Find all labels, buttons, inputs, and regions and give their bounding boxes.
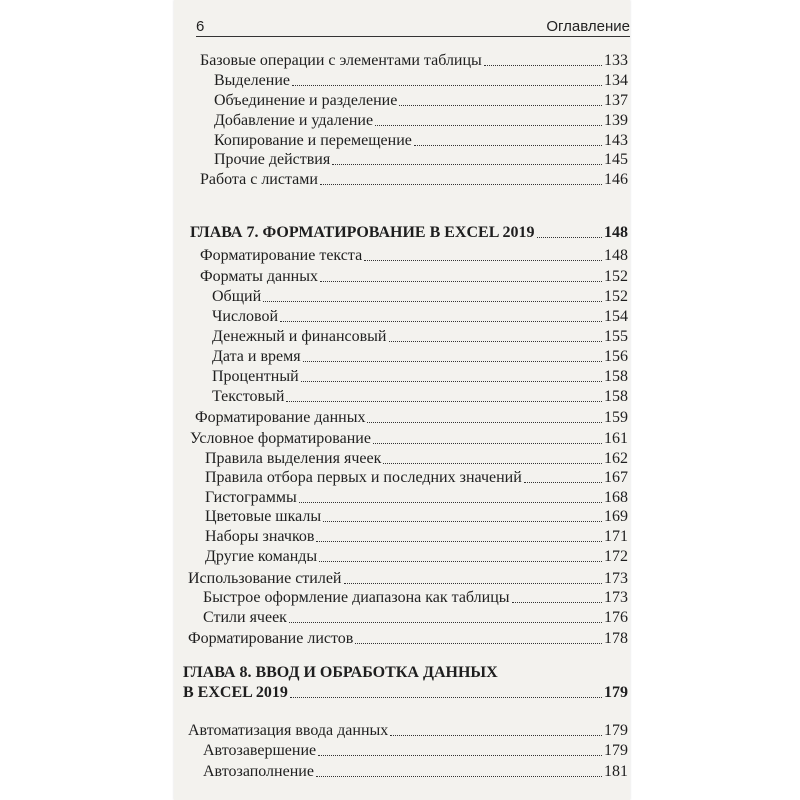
toc-page-number: 134	[604, 72, 628, 89]
toc-entry[interactable]	[200, 268, 628, 288]
dot-leader	[316, 775, 602, 777]
toc-entry-label: Форматирование листов	[188, 630, 354, 647]
toc-page-number: 152	[604, 288, 628, 305]
dot-leader	[320, 183, 602, 185]
toc-entry-label: Форматирование текста	[200, 247, 363, 264]
toc-page-number: 173	[604, 589, 628, 606]
toc-page-number: 176	[604, 609, 628, 626]
toc-page-number: 179	[604, 722, 628, 739]
toc-entry[interactable]	[214, 92, 628, 112]
toc-page-number: 137	[604, 92, 628, 109]
toc-page-number: 181	[604, 763, 628, 780]
dot-leader	[399, 104, 602, 106]
toc-page-number: 155	[604, 328, 628, 345]
toc-entry[interactable]	[212, 368, 628, 388]
toc-entry-label: Цветовые шкалы	[205, 508, 322, 525]
dot-leader	[383, 462, 602, 464]
toc-entry[interactable]	[203, 763, 628, 783]
toc-entry[interactable]	[200, 247, 628, 267]
toc-entry[interactable]	[214, 132, 628, 152]
toc-entry[interactable]	[200, 171, 628, 191]
toc-entry[interactable]	[203, 742, 628, 762]
toc-entry[interactable]	[214, 112, 628, 132]
toc-entry-label: Прочие действия	[214, 151, 331, 168]
toc-page-number: 145	[604, 151, 628, 168]
toc-page-number: 173	[604, 570, 628, 587]
toc-entry[interactable]	[214, 72, 628, 92]
toc-page-number: 167	[604, 469, 628, 486]
toc-entry[interactable]	[205, 450, 628, 470]
dot-leader	[344, 582, 603, 584]
toc-page-number: 154	[604, 308, 628, 325]
toc-entry[interactable]	[212, 348, 628, 368]
toc-entry[interactable]	[195, 409, 628, 429]
toc-page-number: 148	[604, 247, 628, 264]
toc-page-number: 148	[604, 224, 628, 241]
toc-entry-label: Гистограммы	[205, 489, 297, 506]
dot-leader	[301, 380, 602, 382]
toc-entry[interactable]	[203, 609, 628, 629]
toc-entry[interactable]	[212, 328, 628, 348]
dot-leader	[263, 300, 602, 302]
dot-leader	[512, 601, 602, 603]
toc-entry-label: Дата и время	[212, 348, 301, 365]
dot-leader	[289, 621, 602, 623]
toc-page-number: 133	[604, 52, 628, 69]
toc-chapter-entry[interactable]	[183, 684, 628, 704]
toc-entry[interactable]	[203, 589, 628, 609]
toc-entry[interactable]	[205, 469, 628, 489]
dot-leader	[316, 540, 602, 542]
dot-leader	[524, 481, 602, 483]
dot-leader	[319, 560, 602, 562]
toc-entry-label: Процентный	[212, 368, 299, 385]
dot-leader	[299, 501, 602, 503]
toc-page-number: 162	[604, 450, 628, 467]
dot-leader	[280, 320, 602, 322]
toc-entry[interactable]	[190, 430, 628, 450]
toc-entry[interactable]	[205, 548, 628, 568]
toc-page-number: 171	[604, 528, 628, 545]
toc-entry-label: Добавление и удаление	[214, 112, 374, 129]
toc-page-number: 156	[604, 348, 628, 365]
dot-leader	[318, 754, 602, 756]
toc-entry[interactable]	[214, 151, 628, 171]
toc-entry-label: Базовые операции с элементами таблицы	[200, 52, 482, 69]
toc-entry-label: Выделение	[214, 72, 290, 89]
dot-leader	[323, 520, 602, 522]
toc-page-number: 146	[604, 171, 628, 188]
toc-page-number: 179	[604, 684, 628, 701]
toc-entry-label: Автозаполнение	[203, 763, 314, 780]
toc-page-number: 159	[604, 409, 628, 426]
toc-entry-label: Правила выделения ячеек	[205, 450, 382, 467]
toc-entry-label: Денежный и финансовый	[212, 328, 387, 345]
dot-leader	[286, 400, 602, 402]
toc-entry-label: Автоматизация ввода данных	[188, 722, 389, 739]
toc-entry-label: Другие команды	[205, 548, 318, 565]
toc-entry-label: Форматы данных	[200, 268, 318, 285]
toc-entry[interactable]	[188, 722, 628, 742]
dot-leader	[373, 442, 602, 444]
toc-chapter-entry[interactable]	[190, 224, 628, 244]
toc-page-number: 168	[604, 489, 628, 506]
toc-entry-label: Копирование и перемещение	[214, 132, 412, 149]
toc-page-number: 169	[604, 508, 628, 525]
dot-leader	[389, 340, 603, 342]
toc-entry-label: Объединение и разделение	[214, 92, 398, 109]
toc-page-number: 143	[604, 132, 628, 149]
dot-leader	[320, 280, 602, 282]
toc-page-number: 172	[604, 548, 628, 565]
toc-entry-label: Работа с листами	[200, 171, 318, 188]
toc-page-number: 158	[604, 388, 628, 405]
toc-entry-label: Использование стилей	[188, 570, 342, 587]
header-title: Оглавление	[546, 18, 630, 35]
toc-page-number: 152	[604, 268, 628, 285]
dot-leader	[355, 642, 602, 644]
page-number: 6	[196, 18, 205, 35]
toc-entry-label: Общий	[212, 288, 262, 305]
toc-entry[interactable]	[212, 388, 628, 408]
toc-entry-label: Стили ячеек	[203, 609, 287, 626]
dot-leader	[332, 163, 602, 165]
toc-entry-label: Автозавершение	[203, 742, 317, 759]
toc-entry-label: ГЛАВА 7. ФОРМАТИРОВАНИЕ В EXCEL 2019	[190, 224, 535, 241]
toc-entry[interactable]	[200, 52, 628, 72]
dot-leader	[484, 64, 602, 66]
toc-entry-label: Правила отбора первых и последних значений	[205, 469, 522, 486]
toc-entry-label: Форматирование данных	[195, 409, 366, 426]
toc-page-number: 139	[604, 112, 628, 129]
toc-chapter-title-line: ГЛАВА 8. ВВОД И ОБРАБОТКА ДАННЫХ	[183, 664, 498, 681]
toc-entry-label: В EXCEL 2019	[183, 684, 288, 701]
dot-leader	[375, 124, 602, 126]
toc-entry[interactable]	[188, 630, 628, 650]
toc-entry[interactable]	[212, 288, 628, 308]
dot-leader	[303, 360, 602, 362]
toc-page-number: 158	[604, 368, 628, 385]
toc-page-number: 178	[604, 630, 628, 647]
dot-leader	[364, 259, 602, 261]
toc-entry-label: Числовой	[212, 308, 279, 325]
dot-leader	[414, 144, 602, 146]
dot-leader	[292, 84, 602, 86]
toc-entry[interactable]	[212, 308, 628, 328]
toc-entry[interactable]	[205, 508, 628, 528]
toc-page-number: 179	[604, 742, 628, 759]
dot-leader	[390, 734, 602, 736]
toc-entry[interactable]	[205, 489, 628, 509]
toc-entry[interactable]	[188, 570, 628, 590]
toc-entry[interactable]	[205, 528, 628, 548]
dot-leader	[537, 236, 603, 238]
toc-page-number: 161	[604, 430, 628, 447]
dot-leader	[367, 421, 602, 423]
toc-entry-label: Текстовый	[212, 388, 285, 405]
toc-entry-label: Быстрое оформление диапазона как таблицы	[203, 589, 510, 606]
toc-entry-label: Наборы значков	[205, 528, 315, 545]
dot-leader	[290, 696, 602, 698]
toc-entry-label: Условное форматирование	[190, 430, 371, 447]
